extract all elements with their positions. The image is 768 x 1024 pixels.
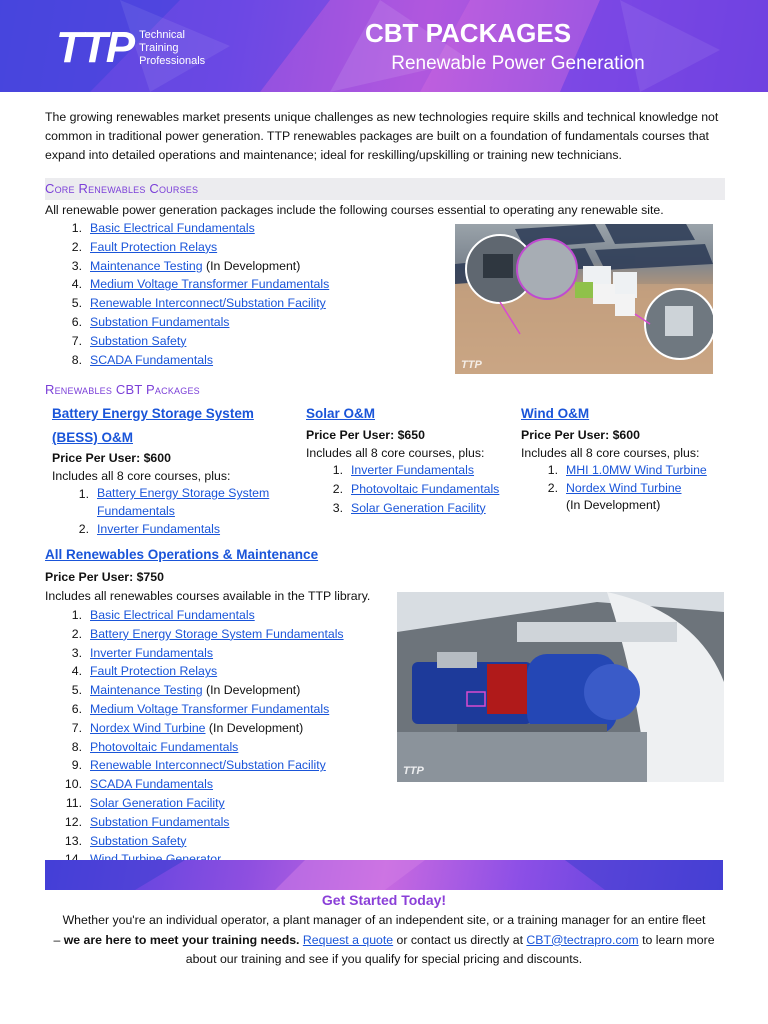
list-item (45, 257, 329, 276)
list-number: 4. (71, 277, 82, 292)
logo-line: Technical (139, 28, 185, 41)
closing-text: Whether you're an individual operator, a plant manager of an independent site, or a training manager for an entire fleet (62, 913, 706, 927)
list-item (45, 644, 344, 663)
bess-price: Price Per User: $600 (52, 451, 171, 465)
logo-line: Training (139, 41, 179, 54)
ttp-logo[interactable] (56, 23, 206, 72)
course-link[interactable]: Renewable Interconnect/Substation Facility (90, 296, 326, 311)
logo-line: Professionals (139, 54, 206, 67)
list-number: 2. (78, 522, 89, 536)
course-link[interactable]: Solar Generation Facility (90, 795, 225, 810)
list-item (45, 294, 329, 313)
request-quote-link[interactable]: Request a quote (302, 932, 394, 947)
list-item (52, 485, 269, 520)
list-item (45, 238, 329, 257)
list-number: 3. (332, 500, 343, 515)
course-link[interactable]: Fundamentals (97, 503, 175, 518)
footer-polygon-background (45, 860, 723, 890)
list-number: 2. (547, 480, 558, 495)
all-renewables-title[interactable]: All Renewables Operations & Maintenance (45, 547, 319, 562)
header-banner (0, 0, 768, 92)
list-number: 6. (71, 314, 82, 329)
list-item (45, 313, 329, 332)
course-link[interactable]: Solar Generation Facility (351, 500, 486, 515)
course-link[interactable]: Maintenance Testing (90, 258, 203, 273)
course-link[interactable]: Medium Voltage Transformer Fundamentals (90, 701, 330, 716)
course-link[interactable]: Substation Safety (90, 333, 187, 348)
list-item (45, 832, 344, 851)
solar-course-list (306, 461, 499, 517)
course-link[interactable]: Fault Protection Relays (90, 239, 218, 254)
list-number: 6. (71, 701, 82, 716)
course-link[interactable]: Nordex Wind Turbine (90, 720, 206, 735)
course-link[interactable]: Basic Electrical Fundamentals (90, 608, 255, 622)
list-item (45, 775, 344, 794)
closing-paragraph (40, 911, 728, 970)
course-link[interactable]: Maintenance Testing (90, 683, 203, 698)
course-link[interactable]: Inverter Fundamentals (90, 645, 214, 660)
course-link[interactable]: Substation Fundamentals (90, 814, 230, 829)
course-link[interactable]: Nordex Wind Turbine (566, 480, 682, 495)
list-item (45, 681, 344, 700)
list-number: 1. (78, 487, 89, 501)
list-number: 8. (71, 352, 82, 367)
list-number: 2. (332, 481, 343, 496)
list-number: 3. (71, 258, 82, 273)
core-section-header (45, 178, 725, 200)
solar-site-illustration (455, 224, 713, 374)
bess-item-link[interactable] (97, 485, 269, 520)
list-item (521, 480, 707, 515)
list-number: 8. (71, 739, 82, 754)
list-number: 12. (64, 814, 82, 829)
list-number: 11. (65, 795, 82, 810)
list-item (306, 499, 499, 518)
closing-text: or contact us directly at (393, 932, 527, 947)
course-link[interactable]: Photovoltaic Fundamentals (351, 481, 500, 496)
course-link[interactable]: MHI 1.0MW Wind Turbine (566, 463, 707, 477)
in-development-note: (In Development) (205, 720, 304, 735)
course-link[interactable]: Substation Fundamentals (90, 314, 230, 329)
list-item (45, 738, 344, 757)
solar-package-title[interactable]: Solar O&M (306, 406, 376, 421)
closing-bold: we are here to meet your training needs. (63, 932, 300, 947)
solar-price: Price Per User: $650 (306, 428, 425, 442)
in-development-note: (In Development) (566, 498, 661, 513)
course-link[interactable]: SCADA Fundamentals (90, 352, 214, 367)
list-item (52, 520, 269, 539)
core-course-list (45, 219, 329, 369)
list-number: 7. (71, 720, 82, 735)
list-number: 1. (71, 221, 82, 235)
list-number: 10. (64, 777, 82, 792)
list-number: 7. (71, 333, 82, 348)
all-renewables-price: Price Per User: $750 (45, 570, 164, 584)
list-item (45, 794, 344, 813)
list-number: 3. (71, 645, 82, 660)
course-link[interactable]: Battery Energy Storage System Fundamentals (90, 626, 344, 641)
course-link[interactable]: Renewable Interconnect/Substation Facility (90, 758, 326, 773)
core-description: All renewable power generation packages include the following courses essential to operating any renewable site. (45, 203, 664, 217)
packages-section-header (45, 379, 725, 401)
list-number: 1. (547, 463, 558, 477)
logo-text (139, 29, 205, 68)
get-started-heading: Get Started Today! (321, 892, 447, 908)
wind-turbine-nacelle-image (397, 592, 724, 782)
email-link[interactable]: CBT@tectrapro.com (526, 932, 639, 947)
core-section-title: Core Renewables Courses (45, 181, 199, 196)
list-item (45, 756, 344, 775)
photo-watermark: TTP (403, 765, 424, 777)
closing-text: to learn more about our training and see if you qualify for special pricing and discounts. (185, 932, 715, 966)
bess-package-title-line2[interactable]: (BESS) O&M (52, 430, 133, 445)
packages-section-title: Renewables CBT Packages (45, 382, 200, 397)
list-item (45, 813, 344, 832)
in-development-note: (In Development) (202, 683, 301, 698)
list-item (45, 275, 329, 294)
bess-course-list (52, 485, 269, 539)
list-item (45, 719, 344, 738)
course-link[interactable]: Inverter Fundamentals (351, 463, 475, 477)
course-link[interactable]: Medium Voltage Transformer Fundamentals (90, 277, 330, 292)
list-item (45, 700, 344, 719)
footer-banner (45, 860, 723, 890)
course-link[interactable]: Battery Energy Storage System (97, 486, 270, 500)
wind-includes: Includes all 8 core courses, plus: (521, 446, 700, 460)
course-link[interactable]: SCADA Fundamentals (90, 777, 214, 792)
intro-paragraph: The growing renewables market presents unique challenges as new technologies require skills and technical knowledge not common in traditional power generation. TTP renewables packages are built on a foundation of fundamentals courses that expand into detailed operations and maintenance; ideal for reskilling/upskilling or training new technicians. (45, 110, 719, 162)
list-number: 13. (64, 833, 82, 848)
list-item (521, 461, 707, 480)
list-number: 1. (332, 463, 343, 477)
list-item (45, 219, 329, 238)
list-number: 5. (71, 296, 82, 311)
photo-watermark: TTP (461, 359, 482, 371)
list-number: 9. (71, 758, 82, 773)
closing-dash: – (53, 932, 64, 947)
wind-price: Price Per User: $600 (521, 428, 640, 442)
course-link[interactable]: Fault Protection Relays (90, 664, 218, 679)
nacelle-illustration (397, 592, 724, 782)
list-item (45, 662, 344, 681)
list-number: 2. (71, 239, 82, 254)
list-number: 1. (71, 608, 82, 622)
list-item (45, 332, 329, 351)
page-subtitle: Renewable Power Generation (391, 53, 645, 74)
bess-includes: Includes all 8 core courses, plus: (52, 469, 231, 483)
all-course-list (45, 606, 344, 869)
list-item (306, 461, 499, 480)
course-link[interactable]: Substation Safety (90, 833, 187, 848)
course-link[interactable]: Inverter Fundamentals (97, 522, 221, 536)
list-item (45, 625, 344, 644)
list-item (45, 351, 329, 370)
wind-course-list (521, 461, 707, 515)
all-renewables-includes: Includes all renewables courses available in the TTP library. (45, 589, 371, 603)
list-number: 2. (71, 626, 82, 641)
list-number: 5. (71, 683, 82, 698)
in-development-note: (In Development) (202, 258, 301, 273)
solar-substation-image (455, 224, 713, 374)
list-item (45, 606, 344, 625)
course-link[interactable]: Basic Electrical Fundamentals (90, 221, 255, 235)
solar-includes: Includes all 8 core courses, plus: (306, 446, 485, 460)
list-number: 4. (71, 664, 82, 679)
bess-package-title-line1[interactable]: Battery Energy Storage System (52, 406, 254, 421)
page-title: CBT PACKAGES (364, 18, 572, 48)
logo-mark: TTP (56, 23, 134, 72)
wind-package-title[interactable]: Wind O&M (521, 406, 590, 421)
list-item (306, 480, 499, 499)
course-link[interactable]: Photovoltaic Fundamentals (90, 739, 239, 754)
